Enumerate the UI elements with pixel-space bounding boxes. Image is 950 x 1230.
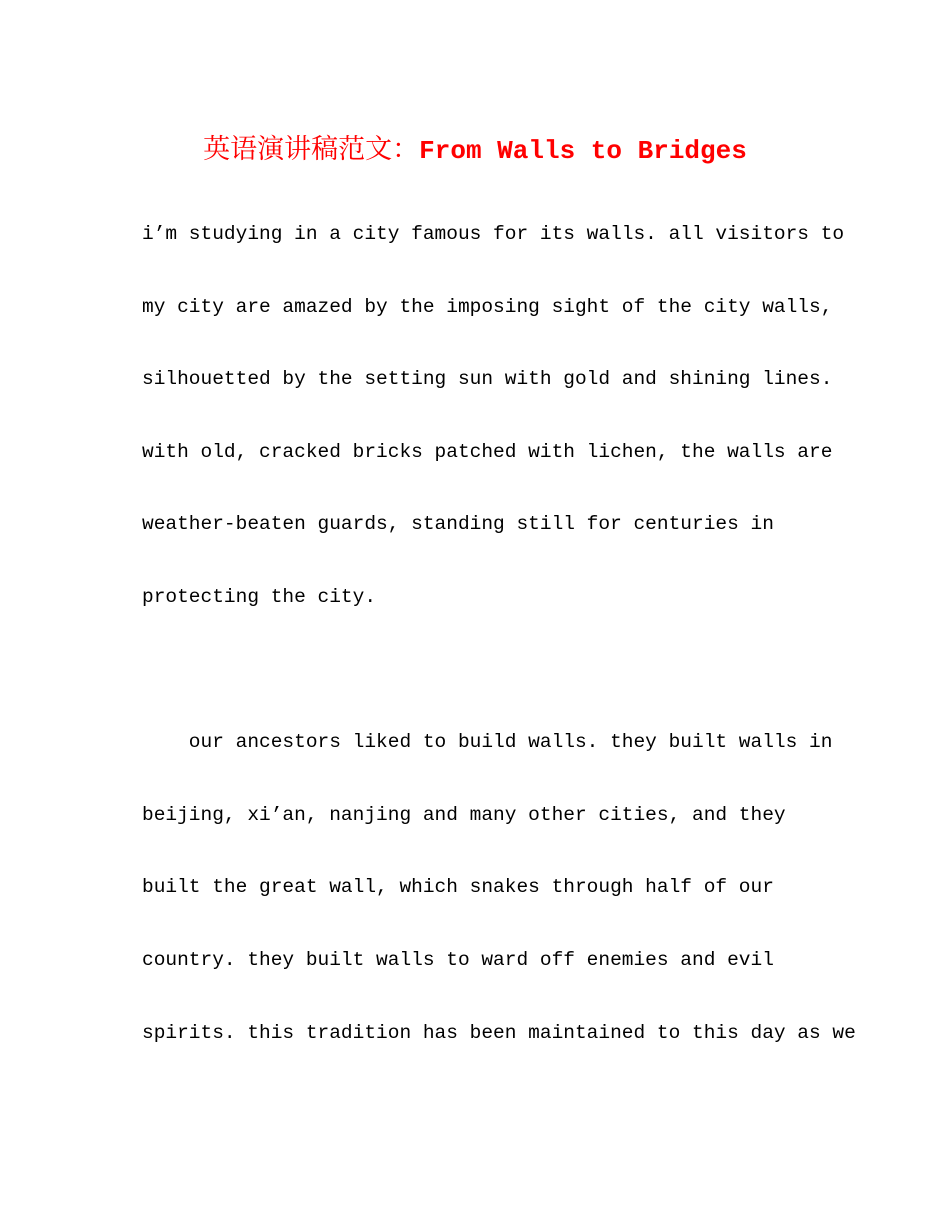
text-line: weather-beaten guards, standing still for centuries in (142, 513, 774, 535)
text-line: spirits. this tradition has been maintained to this day as we (142, 1022, 856, 1044)
document-title (0, 130, 950, 171)
text-line: country. they built walls to ward off enemies and evil (142, 949, 774, 971)
text-line: built the great wall, which snakes through half of our (142, 876, 774, 898)
title-chinese: 英语演讲稿范文： (203, 134, 420, 165)
text-line: my city are amazed by the imposing sight of the city walls, (142, 296, 833, 318)
text-line: our ancestors liked to build walls. they built walls in (142, 731, 833, 753)
title-english: From Walls to Bridges (419, 136, 747, 166)
text-line: i’m studying in a city famous for its walls. all visitors to (142, 223, 845, 245)
text-line: beijing, xi’an, nanjing and many other cities, and they (142, 804, 786, 826)
text-line: protecting the city. (142, 586, 377, 608)
text-line: with old, cracked bricks patched with lichen, the walls are (142, 441, 833, 463)
text-line: silhouetted by the setting sun with gold and shining lines. (142, 368, 833, 390)
